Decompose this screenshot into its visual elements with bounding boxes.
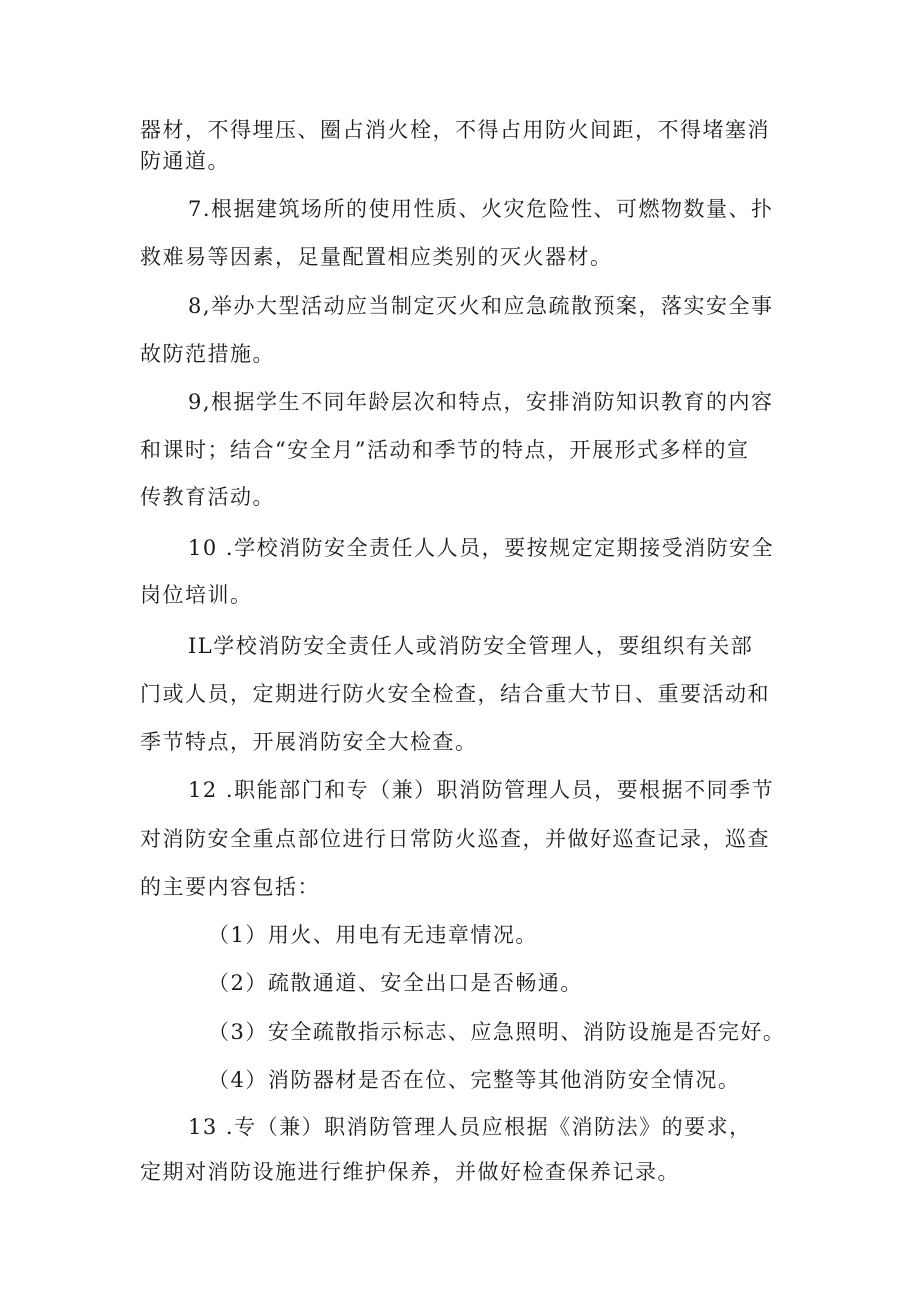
text-line: 和课时；结合“安全月”活动和季节的特点，开展形式多样的宣: [140, 438, 750, 462]
text-line: 传教育活动。: [140, 485, 275, 509]
paragraph-12-line: 12 .职能部门和专（兼）职消防管理人员，要根据不同季节: [188, 778, 775, 802]
text-line: 防通道。: [140, 149, 230, 173]
text-line: 门或人员，定期进行防火安全检查，结合重大节日、重要活动和: [140, 682, 770, 706]
paragraph-10-line: 10 .学校消防安全责任人人员，要按规定定期接受消防安全: [188, 536, 775, 560]
text-line: 救难易等因素，足量配置相应类别的灭火器材。: [140, 245, 613, 269]
text-line: 岗位培训。: [140, 583, 253, 607]
paragraph-7-line: 7.根据建筑场所的使用性质、火灾危险性、可燃物数量、扑: [188, 197, 774, 221]
paragraph-9-line: 9,根据学生不同年龄层次和特点，安排消防知识教育的内容: [188, 390, 774, 414]
list-item: （4）消防器材是否在位、完整等其他消防安全情况。: [208, 1068, 741, 1092]
text-line: 对消防安全重点部位进行日常防火巡查，并做好巡查记录，巡查: [140, 827, 770, 851]
text-line: 定期对消防设施进行维护保养，并做好检查保养记录。: [140, 1160, 680, 1184]
text-line: 器材，不得埋压、圈占消火栓，不得占用防火间距，不得堵塞消: [140, 118, 770, 142]
paragraph-8-line: 8,举办大型活动应当制定灭火和应急疏散预案，落实安全事: [188, 294, 774, 318]
text-line: 的主要内容包括：: [140, 875, 320, 899]
paragraph-13-line: 13 .专（兼）职消防管理人员应根据《消防法》的要求，: [188, 1115, 752, 1139]
list-item: （1）用火、用电有无违章情况。: [208, 923, 538, 947]
text-line: 故防范措施。: [140, 342, 275, 366]
paragraph-11-line: IL学校消防安全责任人或消防安全管理人，要组织有关部: [188, 634, 754, 658]
list-item: （2）疏散通道、安全出口是否畅通。: [208, 971, 583, 995]
list-item: （3）安全疏散指示标志、应急照明、消防设施是否完好。: [208, 1020, 786, 1044]
text-line: 季节特点，开展消防安全大检查。: [140, 730, 478, 754]
